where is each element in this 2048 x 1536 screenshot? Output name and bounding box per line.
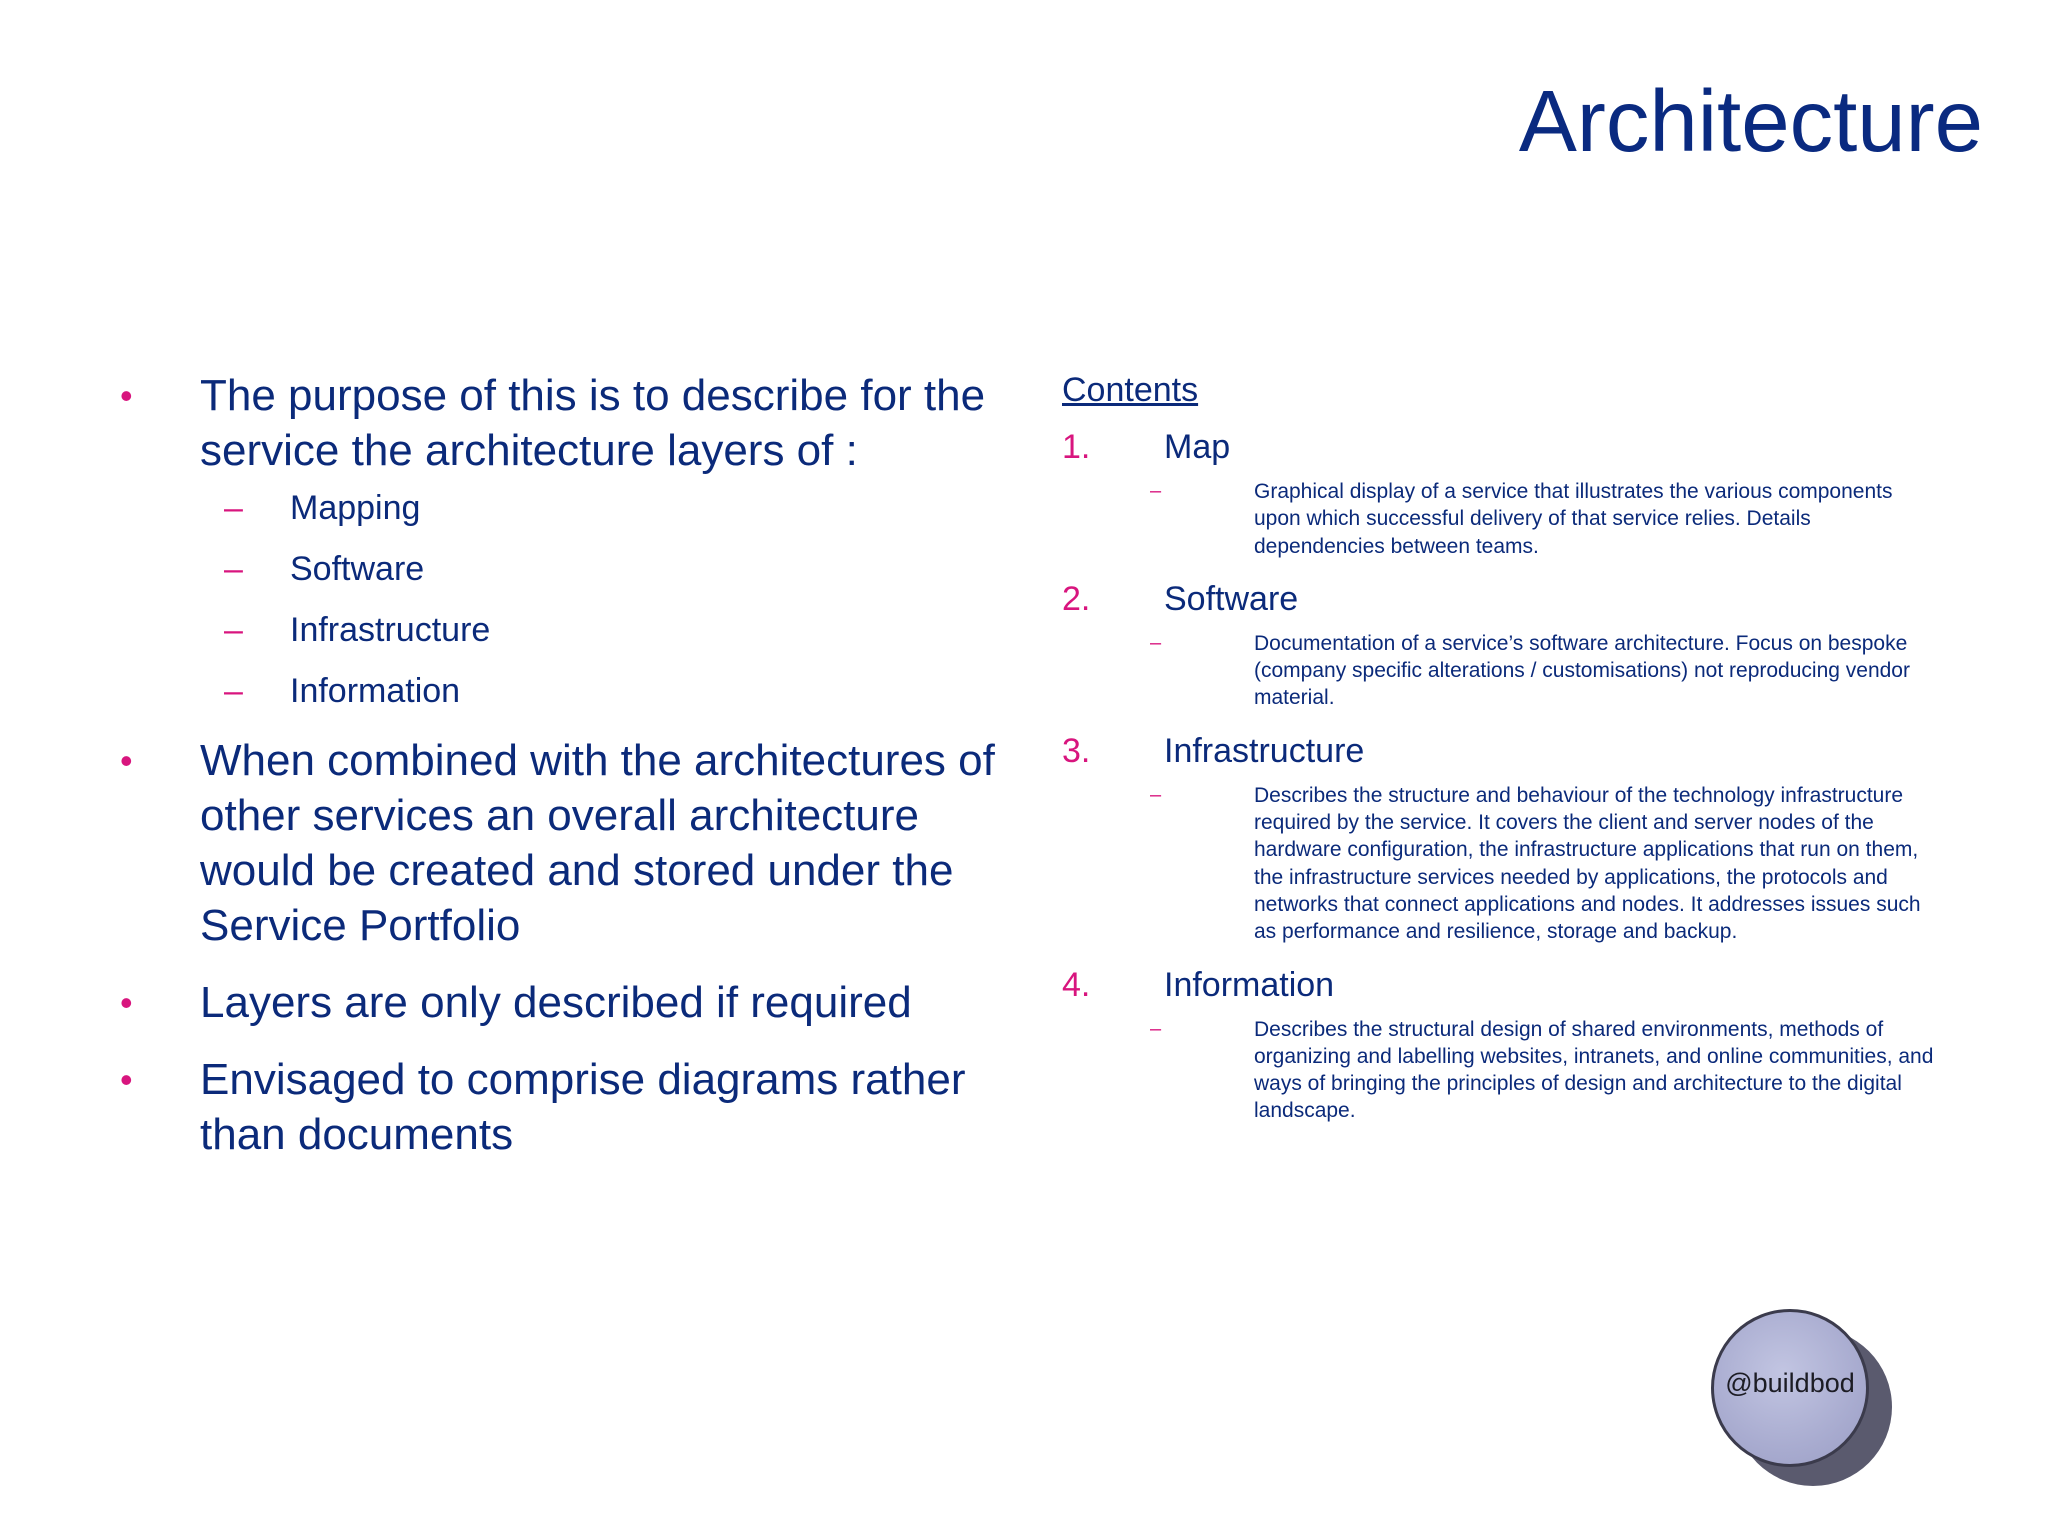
buildbod-badge <box>1708 1306 1898 1496</box>
section-description-wrap <box>1062 782 1934 946</box>
bullet-text: When combined with the architectures of other services an overall architecture would be created and stored under the Service Portfolio <box>200 736 995 950</box>
section-description-wrap <box>1062 630 1934 712</box>
sub-marker: – <box>224 550 243 588</box>
section-description: Graphical display of a service that illustrates the various components upon which successful delivery of that service relies. Details dependencies between teams. <box>1254 480 1893 558</box>
section-name: Infrastructure <box>1164 731 1365 770</box>
section-number: 2. <box>1062 579 1091 618</box>
sub-item-text: Mapping <box>290 489 421 527</box>
description-dash: – <box>1150 783 1162 806</box>
section-name: Information <box>1164 965 1335 1004</box>
bullet-text: Envisaged to comprise diagrams rather than documents <box>200 1055 966 1159</box>
slide-title: Architecture <box>1518 73 1983 170</box>
contents-section-software <box>1062 578 1942 712</box>
section-name: Map <box>1164 428 1231 466</box>
sub-item-infrastructure <box>120 610 1000 650</box>
description-dash: – <box>1150 480 1162 502</box>
bullet-item <box>120 733 1000 953</box>
section-description: Documentation of a service’s software architecture. Focus on bespoke (company specific alterations / customisations) not reproducing vendor material. <box>1254 631 1910 710</box>
contents-heading: Contents <box>1062 371 1199 409</box>
sub-item-text: Software <box>290 550 425 588</box>
sub-list <box>200 488 1000 711</box>
section-description-wrap <box>1062 1016 1934 1125</box>
section-description: Describes the structural design of shared environments, methods of organizing and labelling websites, intranets, and online communities, and ways of bringing the principles of design and architecture to the digital landscape. <box>1254 1017 1934 1123</box>
section-number: 3. <box>1062 731 1091 770</box>
section-number: 1. <box>1062 428 1091 466</box>
section-description-wrap <box>1062 478 1934 560</box>
right-column <box>1062 368 1942 1143</box>
left-column <box>120 368 1000 1184</box>
section-name: Software <box>1164 579 1299 618</box>
bullet-marker: • <box>120 1059 133 1100</box>
sub-item-text: Infrastructure <box>290 611 491 649</box>
section-header <box>1062 578 1942 620</box>
sub-marker: – <box>224 489 243 527</box>
description-dash: – <box>1150 1017 1162 1040</box>
sub-item-software <box>120 549 1000 589</box>
bullet-item <box>120 1052 1000 1162</box>
bullet-text: Layers are only described if required <box>200 978 912 1027</box>
bullet-marker: • <box>120 740 133 781</box>
sub-item-mapping <box>120 488 1000 528</box>
contents-section-information <box>1062 964 1942 1125</box>
sub-marker: – <box>224 611 243 649</box>
bullet-marker: • <box>120 375 133 416</box>
section-number: 4. <box>1062 965 1091 1004</box>
section-header <box>1062 426 1942 468</box>
sub-marker: – <box>224 672 243 710</box>
bullet-item <box>120 368 1000 711</box>
description-dash: – <box>1150 631 1162 654</box>
section-header <box>1062 730 1942 772</box>
sub-item-text: Information <box>290 672 461 710</box>
badge-handle: @buildbod <box>1725 1368 1855 1398</box>
bullet-text: The purpose of this is to describe for the service the architecture layers of : <box>200 371 986 475</box>
sub-item-information <box>120 671 1000 711</box>
bullet-item <box>120 975 1000 1030</box>
contents-section-infrastructure <box>1062 730 1942 946</box>
section-header <box>1062 964 1942 1006</box>
contents-section-map <box>1062 426 1942 560</box>
bullet-marker: • <box>120 982 133 1023</box>
section-description: Describes the structure and behaviour of the technology infrastructure required by the service. It covers the client and server nodes of the hardware configuration, the infrastructure applications that run on them, the infrastructure services needed by applications, the protocols and networks that connect applications and nodes. It addresses issues such as performance and resilience, storage and backup. <box>1254 783 1921 944</box>
